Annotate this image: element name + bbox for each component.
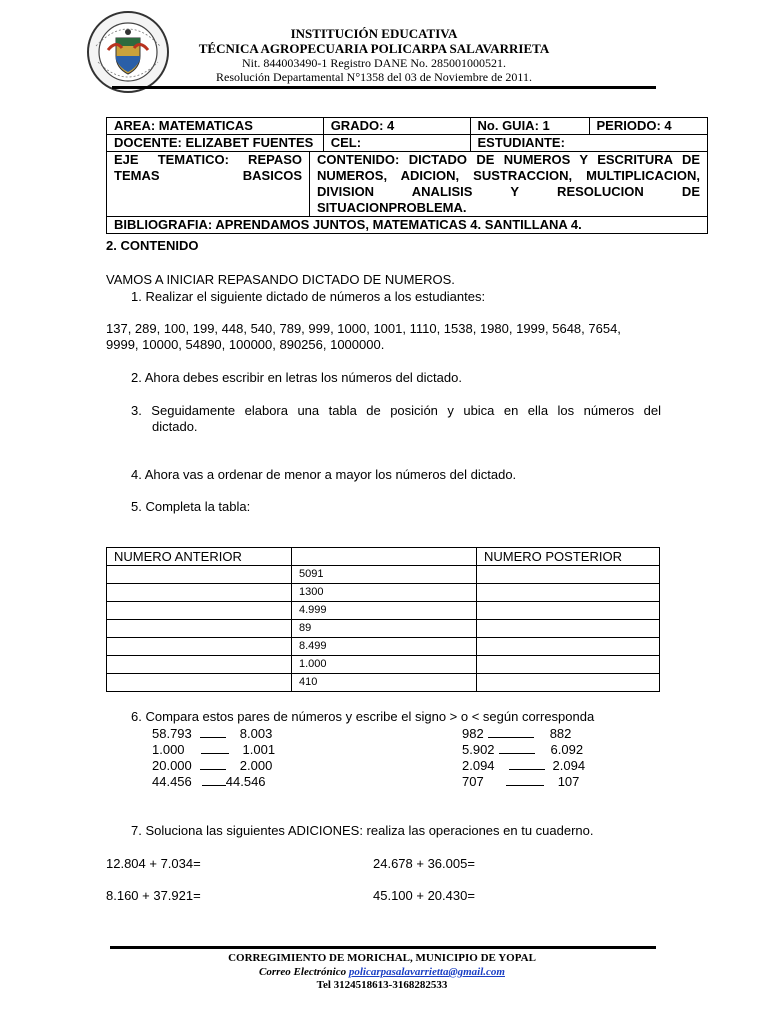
eje-tematico-cell bbox=[107, 152, 310, 217]
pair-right bbox=[462, 757, 585, 774]
email-link[interactable]: policarpasalavarrietta@gmail.com bbox=[348, 966, 505, 978]
table-row bbox=[107, 602, 660, 620]
pair-a: 20.000 bbox=[152, 758, 192, 773]
addition-2: 24.678 + 36.005= bbox=[373, 856, 475, 871]
anterior-cell[interactable] bbox=[107, 674, 292, 692]
pair-b: 44.546 bbox=[225, 774, 266, 789]
footer-location: CORREGIMIENTO DE MORICHAL, MUNICIPIO DE YOPAL bbox=[228, 952, 536, 964]
table-row bbox=[107, 620, 660, 638]
dictado-line-1: 137, 289, 100, 199, 448, 540, 789, 999, 1000, 1001, 1110, 1538, 1980, 1999, 5648, 7654, bbox=[106, 321, 621, 336]
posterior-cell[interactable] bbox=[477, 638, 660, 656]
institution-name-line2: TÉCNICA AGROPECUARIA POLICARPA SALAVARRIETA bbox=[198, 41, 550, 56]
pair-right bbox=[462, 773, 579, 790]
table-row bbox=[107, 584, 660, 602]
pair-left bbox=[152, 773, 266, 790]
answer-blank[interactable] bbox=[499, 741, 535, 754]
bibliografia-cell: BIBLIOGRAFIA: APRENDAMOS JUNTOS, MATEMATICAS 4. SANTILLANA 4. bbox=[107, 217, 708, 234]
value-cell: 1300 bbox=[292, 584, 477, 602]
value-cell: 89 bbox=[292, 620, 477, 638]
anterior-cell[interactable] bbox=[107, 656, 292, 674]
item-4: 4. Ahora vas a ordenar de menor a mayor los números del dictado. bbox=[131, 467, 517, 482]
answer-blank[interactable] bbox=[200, 725, 226, 738]
footer-phone: Tel 3124518613-3168282533 bbox=[316, 979, 448, 991]
pair-a: 5.902 bbox=[462, 742, 495, 757]
answer-blank[interactable] bbox=[202, 773, 226, 786]
item-7: 7. Soluciona las siguientes ADICIONES: realiza las operaciones en tu cuaderno. bbox=[131, 823, 594, 838]
addition-3: 8.160 + 37.921= bbox=[106, 888, 201, 903]
footer-email-line bbox=[0, 966, 766, 978]
footer-divider bbox=[110, 946, 656, 949]
posterior-cell[interactable] bbox=[477, 566, 660, 584]
value-cell: 4.999 bbox=[292, 602, 477, 620]
posterior-cell[interactable] bbox=[477, 674, 660, 692]
header-divider bbox=[112, 86, 656, 89]
pair-b: 107 bbox=[557, 774, 580, 789]
section-title: 2. CONTENIDO bbox=[106, 238, 199, 253]
pair-a: 2.094 bbox=[462, 758, 495, 773]
pair-a: 58.793 bbox=[152, 726, 192, 741]
cel-cell: CEL: bbox=[323, 135, 470, 152]
pair-a: 44.456 bbox=[152, 774, 192, 789]
number-table bbox=[106, 547, 660, 692]
value-cell: 1.000 bbox=[292, 656, 477, 674]
answer-blank[interactable] bbox=[201, 741, 229, 754]
email-label: Correo Electrónico bbox=[259, 966, 349, 978]
pair-b: 2.000 bbox=[239, 758, 273, 773]
pair-left bbox=[152, 741, 275, 758]
pair-b: 1.001 bbox=[242, 742, 276, 757]
header-numero-posterior: NUMERO POSTERIOR bbox=[477, 548, 660, 566]
anterior-cell[interactable] bbox=[107, 620, 292, 638]
item-2: 2. Ahora debes escribir en letras los números del dictado. bbox=[131, 370, 462, 385]
pair-b: 2.094 bbox=[552, 758, 586, 773]
posterior-cell[interactable] bbox=[477, 584, 660, 602]
value-cell: 5091 bbox=[292, 566, 477, 584]
pair-a: 707 bbox=[462, 774, 484, 789]
item-6: 6. Compara estos pares de números y escribe el signo > o < según corresponda bbox=[131, 709, 595, 724]
institution-name-line1: INSTITUCIÓN EDUCATIVA bbox=[290, 26, 458, 41]
table-row bbox=[107, 638, 660, 656]
item-5: 5. Completa la tabla: bbox=[131, 499, 251, 514]
header-blank bbox=[292, 548, 477, 566]
anterior-cell[interactable] bbox=[107, 602, 292, 620]
guia-cell: No. GUIA: 1 bbox=[470, 118, 589, 135]
contenido-cell bbox=[310, 152, 708, 217]
pair-b: 8.003 bbox=[239, 726, 273, 741]
item-3-line-1: 3. Seguidamente elabora una tabla de posición y ubica en ella los números del bbox=[131, 403, 661, 418]
area-cell: AREA: MATEMATICAS bbox=[107, 118, 324, 135]
posterior-cell[interactable] bbox=[477, 656, 660, 674]
pair-right bbox=[462, 725, 571, 742]
dictado-line-2: 9999, 10000, 54890, 100000, 890256, 1000000. bbox=[106, 337, 385, 352]
eje-tematico-text: EJE TEMATICO: REPASO TEMAS BASICOS bbox=[114, 152, 302, 183]
contenido-text: CONTENIDO: DICTADO DE NUMEROS Y ESCRITURA DE NUMEROS, ADICION, SUSTRACCION, MULTIPLICACION, DIVISION ANALISIS Y RESOLUCION DE SITUACIONPROBLEMA. bbox=[317, 152, 700, 215]
addition-1: 12.804 + 7.034= bbox=[106, 856, 201, 871]
posterior-cell[interactable] bbox=[477, 620, 660, 638]
estudiante-cell: ESTUDIANTE: bbox=[470, 135, 707, 152]
answer-blank[interactable] bbox=[200, 757, 226, 770]
pair-a: 982 bbox=[462, 726, 484, 741]
anterior-cell[interactable] bbox=[107, 566, 292, 584]
resolution-line: Resolución Departamental N°1358 del 03 de Noviembre de 2011. bbox=[216, 70, 532, 84]
pair-left bbox=[152, 757, 272, 774]
anterior-cell[interactable] bbox=[107, 584, 292, 602]
docente-cell: DOCENTE: ELIZABET FUENTES bbox=[107, 135, 324, 152]
table-row bbox=[107, 656, 660, 674]
guide-info-table bbox=[106, 117, 708, 234]
table-row bbox=[107, 566, 660, 584]
addition-4: 45.100 + 20.430= bbox=[373, 888, 475, 903]
answer-blank[interactable] bbox=[506, 773, 544, 786]
value-cell: 8.499 bbox=[292, 638, 477, 656]
pair-right bbox=[462, 741, 583, 758]
item-1: 1. Realizar el siguiente dictado de números a los estudiantes: bbox=[131, 289, 486, 304]
item-3-line-2: dictado. bbox=[152, 419, 198, 434]
answer-blank[interactable] bbox=[509, 757, 545, 770]
pair-b: 6.092 bbox=[550, 742, 584, 757]
posterior-cell[interactable] bbox=[477, 602, 660, 620]
pair-b: 882 bbox=[549, 726, 572, 741]
intro-text: VAMOS A INICIAR REPASANDO DICTADO DE NUMEROS. bbox=[106, 272, 455, 287]
table-row bbox=[107, 674, 660, 692]
nit-registration: Nit. 844003490-1 Registro DANE No. 285001000521. bbox=[242, 56, 506, 70]
pair-a: 1.000 bbox=[152, 742, 185, 757]
grado-cell: GRADO: 4 bbox=[323, 118, 470, 135]
answer-blank[interactable] bbox=[488, 725, 534, 738]
periodo-cell: PERIODO: 4 bbox=[589, 118, 707, 135]
anterior-cell[interactable] bbox=[107, 638, 292, 656]
value-cell: 410 bbox=[292, 674, 477, 692]
header-numero-anterior: NUMERO ANTERIOR bbox=[107, 548, 292, 566]
pair-left bbox=[152, 725, 272, 742]
